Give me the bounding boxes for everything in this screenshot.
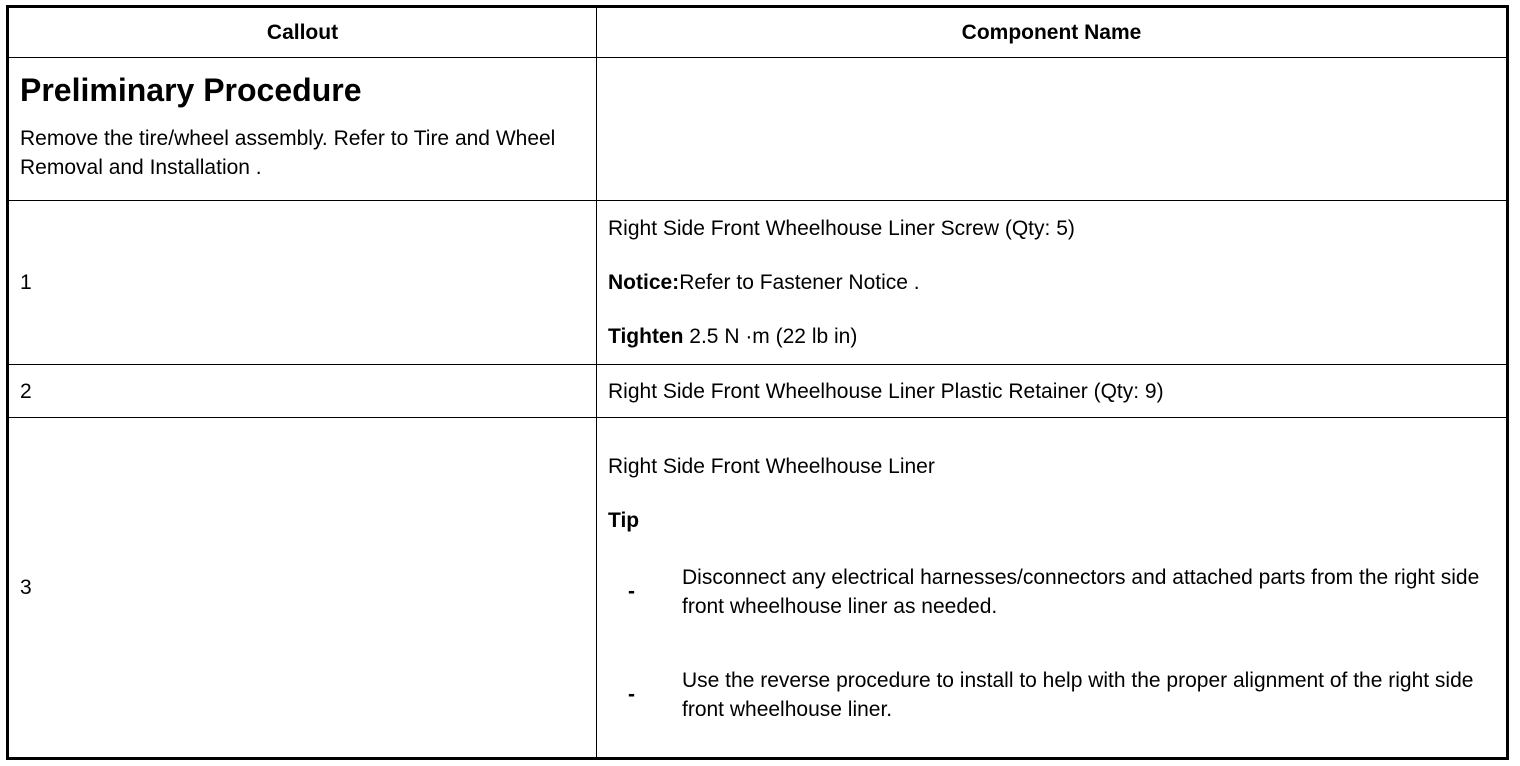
- header-row: [8, 7, 1508, 58]
- component-cell: [597, 418, 1508, 759]
- tip-list: [608, 563, 1495, 724]
- list-item: [608, 563, 1495, 621]
- component-cell: Right Side Front Wheelhouse Liner Plastic Retainer (Qty: 9): [597, 365, 1508, 418]
- component-name-header: Component Name: [597, 7, 1508, 58]
- tip-text: Disconnect any electrical harnesses/connectors and attached parts from the right side front wheelhouse liner as needed.: [682, 565, 1480, 618]
- tighten-label: Tighten: [608, 325, 684, 348]
- component-cell: [597, 201, 1508, 365]
- list-item: [608, 666, 1495, 724]
- notice-text: Refer to Fastener Notice .: [679, 271, 920, 294]
- tip-text: Use the reverse procedure to install to help with the proper alignment of the right side front wheelhouse liner.: [682, 668, 1474, 721]
- table-row: [8, 201, 1508, 365]
- callout-header: Callout: [8, 7, 597, 58]
- callout-cell: 2: [8, 365, 597, 418]
- bullet-dash: -: [628, 579, 635, 603]
- component-name: Right Side Front Wheelhouse Liner Screw (Qty: 5): [608, 217, 1075, 240]
- tighten-line: [608, 322, 1495, 351]
- table-row: [8, 365, 1508, 418]
- preliminary-cell: [8, 58, 597, 201]
- preliminary-text: Remove the tire/wheel assembly. Refer to Tire and Wheel Removal and Installation .: [20, 127, 556, 179]
- component-name: Right Side Front Wheelhouse Liner: [608, 454, 935, 478]
- callout-cell: 1: [8, 201, 597, 365]
- notice-line: [608, 268, 1495, 297]
- table-row: [8, 418, 1508, 759]
- notice-label: Notice:: [608, 271, 680, 294]
- preliminary-empty-cell: [597, 58, 1508, 201]
- tighten-value: 2.5 N ·m (22 lb in): [683, 325, 858, 348]
- tip-label: Tip: [608, 508, 640, 532]
- preliminary-title: Preliminary Procedure: [20, 72, 362, 108]
- bullet-dash: -: [628, 682, 635, 706]
- preliminary-row: [8, 58, 1508, 201]
- callout-cell: 3: [8, 418, 597, 759]
- procedure-table: [6, 5, 1509, 760]
